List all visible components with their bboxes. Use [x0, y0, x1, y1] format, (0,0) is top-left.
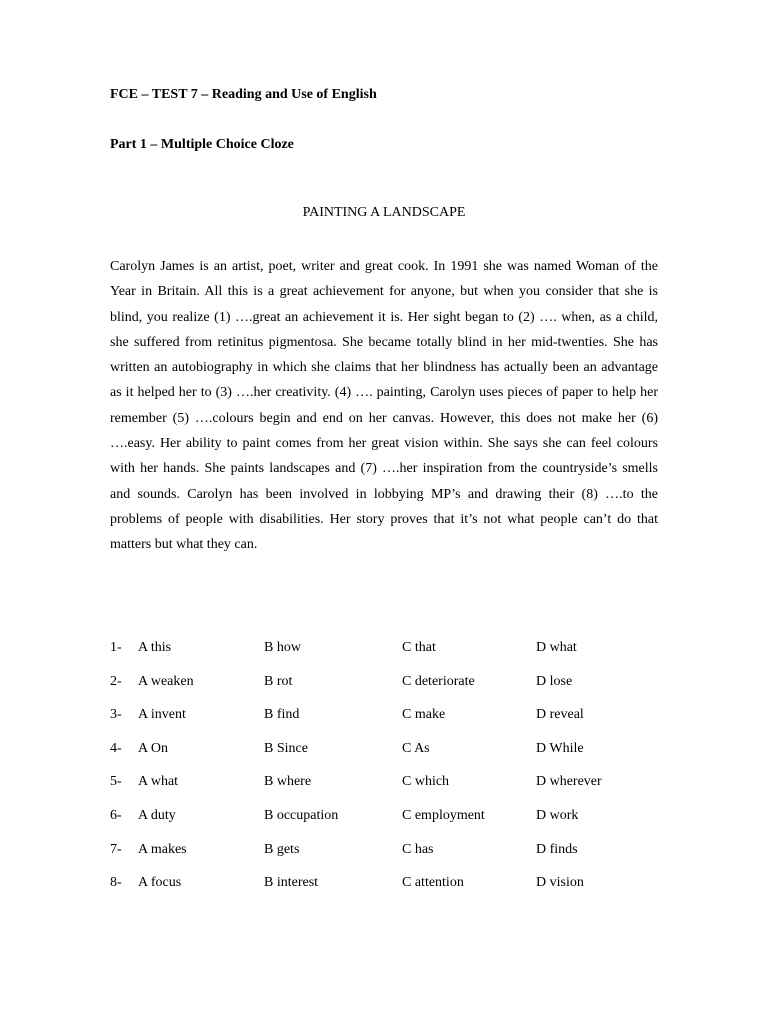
- option-c: C attention: [402, 875, 464, 891]
- option-row: [110, 740, 670, 774]
- option-c: C make: [402, 707, 446, 723]
- passage-title: PAINTING A LANDSCAPE: [302, 205, 466, 220]
- answer-options: [110, 639, 670, 908]
- question-number: 4-: [110, 740, 122, 756]
- option-d: D work: [536, 807, 579, 823]
- option-c: C deteriorate: [402, 673, 475, 689]
- option-row: [110, 639, 670, 673]
- option-a: A duty: [138, 807, 176, 823]
- option-b: B find: [264, 707, 300, 723]
- test-title: FCE – TEST 7 – Reading and Use of English: [110, 87, 377, 102]
- option-c: C employment: [402, 807, 485, 823]
- option-row: [110, 706, 670, 740]
- question-number: 5-: [110, 774, 122, 790]
- option-a: A what: [138, 774, 179, 790]
- option-row: [110, 773, 670, 807]
- option-row: [110, 841, 670, 875]
- option-d: D wherever: [536, 774, 602, 790]
- question-number: 8-: [110, 875, 122, 891]
- question-number: 3-: [110, 707, 122, 723]
- option-b: B occupation: [264, 807, 339, 823]
- question-number: 2-: [110, 673, 122, 689]
- option-a: A invent: [138, 707, 186, 723]
- option-a: A this: [138, 640, 172, 655]
- option-d: D vision: [536, 875, 584, 891]
- option-a: A makes: [138, 841, 187, 857]
- option-b: B gets: [264, 841, 300, 857]
- option-b: B where: [264, 774, 312, 790]
- option-row: [110, 807, 670, 841]
- option-b: B rot: [264, 673, 293, 689]
- option-c: C which: [402, 774, 450, 790]
- option-a: A focus: [138, 875, 182, 891]
- option-b: B interest: [264, 875, 319, 891]
- option-b: B how: [264, 640, 301, 655]
- option-b: B Since: [264, 740, 308, 756]
- question-number: 6-: [110, 807, 122, 823]
- question-number: 7-: [110, 841, 122, 857]
- option-row: [110, 673, 670, 707]
- part-title: Part 1 – Multiple Choice Cloze: [110, 137, 294, 152]
- option-d: D what: [536, 640, 577, 655]
- option-d: D While: [536, 740, 584, 756]
- option-c: C As: [402, 740, 430, 756]
- passage-text: Carolyn James is an artist, poet, writer and great cook. In 1991 she was named Woman of the Year in Britain. All this is a great achievement for anyone, but when you consider that she is blind, you realize (1) ….great an achievement it is. Her sight began to (2) …. when, as a child, she suffered from retinitus pigmentosa. She became totally blind in her mid-twenties. She has written an autobiography in which she claims that her blindness has actually been an advantage as it helped her to (3) ….her creativity. (4) …. painting, Carolyn uses pieces of paper to help her remember (5) ….colours begin and end on her canvas. However, this does not make her (6) ….easy. Her ability to paint comes from her great vision within. She says she can feel colours with her hands. She paints landscapes and (7) ….her inspiration from the countryside’s smells and sounds. Carolyn has been involved in lobbying MP’s and drawing their (8) ….to the problems of people with disabilities. Her story proves that it’s not what people can’t do that matters but what they can.: [110, 259, 658, 553]
- question-number: 1-: [110, 640, 122, 655]
- passage-title-row: [0, 205, 768, 221]
- option-c: C that: [402, 640, 436, 655]
- option-row: [110, 874, 670, 908]
- option-d: D reveal: [536, 707, 584, 723]
- option-d: D finds: [536, 841, 578, 857]
- option-c: C has: [402, 841, 434, 857]
- option-a: A On: [138, 740, 168, 756]
- option-d: D lose: [536, 673, 573, 689]
- option-a: A weaken: [138, 673, 194, 689]
